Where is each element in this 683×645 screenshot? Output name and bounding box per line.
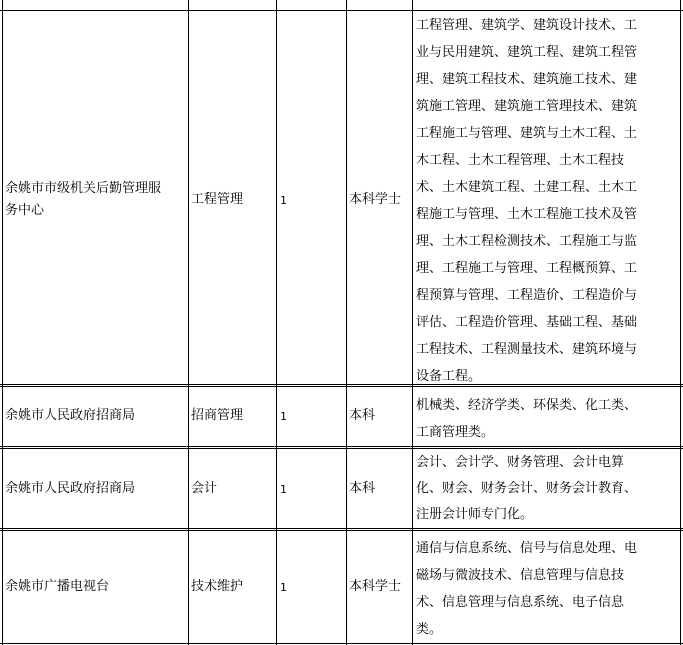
col-border-2 bbox=[276, 0, 277, 645]
col-border-0 bbox=[2, 0, 3, 645]
count-cell: 1 bbox=[280, 410, 287, 423]
major-line: 化、财会、财务会计、财务会计教育、 bbox=[416, 481, 638, 496]
count-cell: 1 bbox=[280, 194, 287, 207]
major-line: 术、土木建筑工程、土建工程、土木工 bbox=[416, 180, 638, 195]
education-cell: 本科学士 bbox=[349, 192, 402, 207]
col-border-4 bbox=[412, 0, 413, 645]
row-border-top bbox=[0, 10, 683, 11]
position-cell: 技术维护 bbox=[191, 579, 244, 594]
row-border-5 bbox=[0, 528, 683, 529]
row-border-3 bbox=[0, 446, 683, 447]
position-cell: 工程管理 bbox=[191, 192, 244, 207]
major-line: 评估、工程造价管理、基础工程、基础 bbox=[416, 315, 638, 330]
major-line: 理、土木工程检测技术、工程施工与监 bbox=[416, 234, 638, 249]
major-line: 机械类、经济学类、环保类、化工类、 bbox=[416, 398, 638, 413]
major-line: 工程施工与管理、建筑与土木工程、土 bbox=[416, 126, 638, 141]
row-border-6 bbox=[0, 530, 683, 531]
major-cell bbox=[416, 450, 678, 528]
major-line: 业与民用建筑、建筑工程、建筑工程管 bbox=[416, 45, 638, 60]
major-line: 注册会计师专门化。 bbox=[416, 507, 534, 522]
row-border-bottom bbox=[0, 643, 683, 644]
major-cell bbox=[416, 392, 678, 446]
count-cell: 1 bbox=[280, 483, 287, 496]
education-cell: 本科 bbox=[349, 408, 376, 423]
major-line: 术、信息管理与信息系统、电子信息 bbox=[416, 595, 625, 610]
unit-cell bbox=[5, 178, 161, 222]
major-line: 工程管理、建筑学、建筑设计技术、工 bbox=[416, 18, 638, 33]
major-line: 工程技术、工程测量技术、建筑环境与 bbox=[416, 342, 638, 357]
unit-line: 余姚市市级机关后勤管理服 bbox=[5, 181, 162, 196]
col-border-5 bbox=[680, 0, 681, 645]
major-line: 理、工程施工与管理、工程概预算、工 bbox=[416, 261, 638, 276]
row-border-4 bbox=[0, 448, 683, 449]
major-line: 类。 bbox=[416, 622, 443, 637]
major-line: 理、建筑工程技术、建筑施工技术、建 bbox=[416, 72, 638, 87]
major-line: 程施工与管理、土木工程施工技术及管 bbox=[416, 207, 638, 222]
education-cell: 本科学士 bbox=[349, 579, 402, 594]
education-cell: 本科 bbox=[349, 481, 376, 496]
major-line: 筑施工管理、建筑施工管理技术、建筑 bbox=[416, 99, 638, 114]
position-cell: 会计 bbox=[191, 481, 218, 496]
major-line: 磁场与微波技术、信息管理与信息技 bbox=[416, 568, 625, 583]
unit-cell: 余姚市人民政府招商局 bbox=[5, 481, 136, 496]
major-cell bbox=[416, 12, 678, 390]
major-line: 通信与信息系统、信号与信息处理、电 bbox=[416, 541, 638, 556]
major-line: 木工程、土木工程管理、土木工程技 bbox=[416, 153, 625, 168]
position-cell: 招商管理 bbox=[191, 408, 244, 423]
col-border-1 bbox=[188, 0, 189, 645]
major-line: 程预算与管理、工程造价、工程造价与 bbox=[416, 288, 638, 303]
unit-cell: 余姚市人民政府招商局 bbox=[5, 408, 136, 423]
unit-line: 务中心 bbox=[5, 203, 45, 218]
major-line: 设备工程。 bbox=[416, 369, 482, 384]
major-line: 工商管理类。 bbox=[416, 425, 495, 440]
major-line: 会计、会计学、财务管理、会计电算 bbox=[416, 455, 625, 470]
major-cell bbox=[416, 535, 678, 643]
unit-cell: 余姚市广播电视台 bbox=[5, 579, 110, 594]
col-border-3 bbox=[346, 0, 347, 645]
count-cell: 1 bbox=[280, 581, 287, 594]
